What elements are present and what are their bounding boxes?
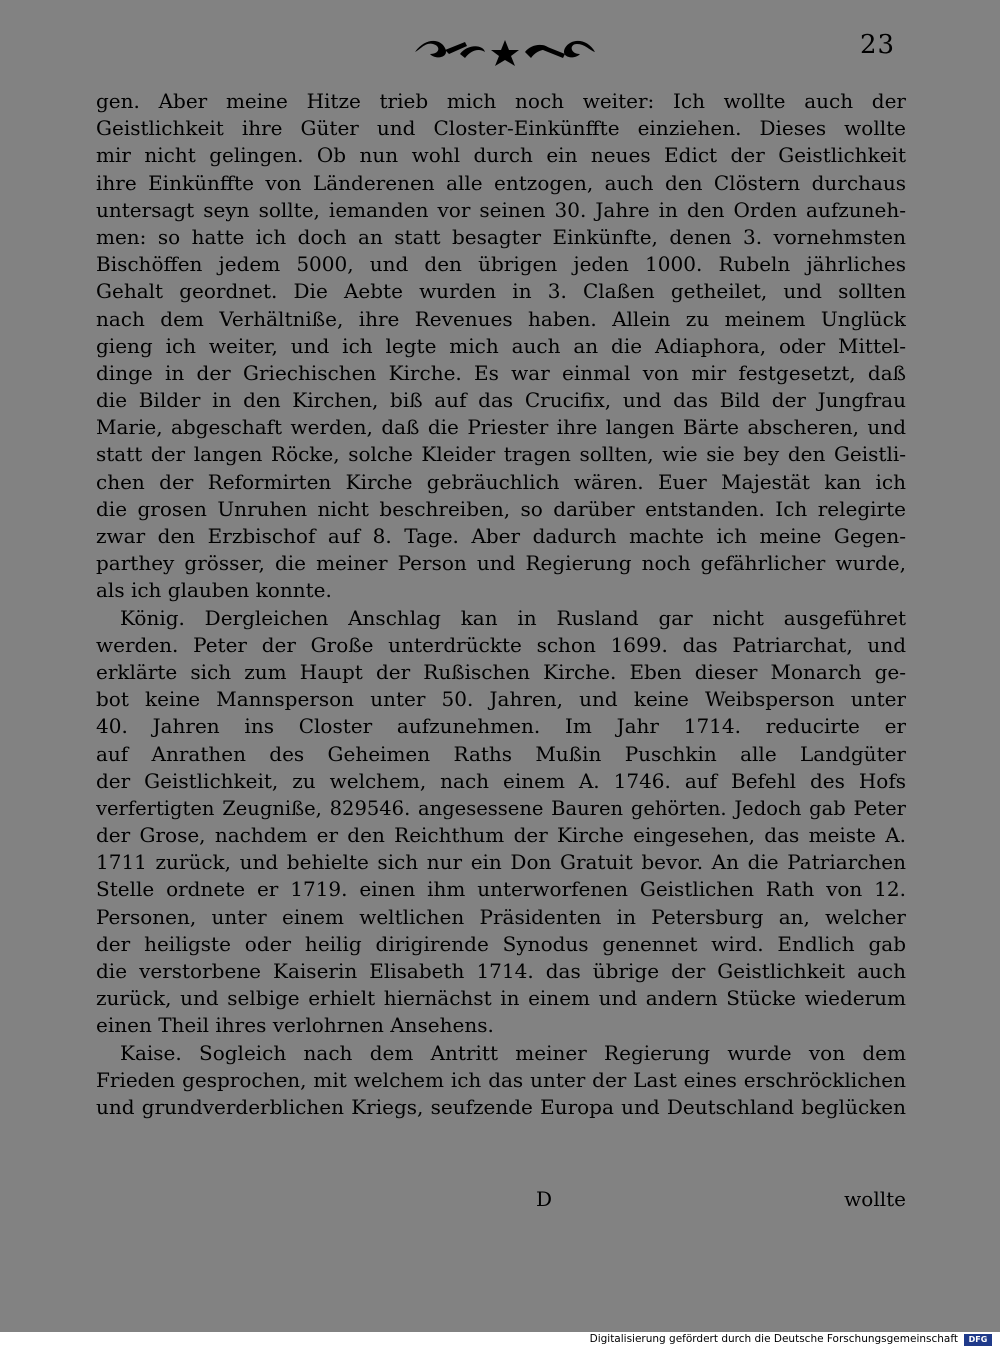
credit-footer: [0, 1332, 1000, 1349]
text-line: Bischöffen jedem 5000, und den übrigen jeden 1000. Rubeln jährliches: [96, 252, 906, 277]
text-line: dinge in der Griechischen Kirche. Es war einmal von mir festgesetzt, daß: [96, 360, 906, 385]
text-line: parthey grösser, die meiner Person und Regierung noch gefährlicher wurde,: [96, 551, 906, 576]
text-line: die verstorbene Kaiserin Elisabeth 1714. das übrige der Geistlichkeit auch: [96, 959, 906, 983]
text-line-speaker-kaiser: Kaise. Sogleich nach dem Antritt meiner Regierung wurde von dem: [120, 1040, 906, 1065]
catchword: wollte: [844, 1187, 906, 1211]
text-line: der Geistlichkeit, zu welchem, nach einem A. 1746. auf Befehl des Hofs: [96, 768, 906, 793]
page-number: 23: [860, 30, 896, 60]
text-line: als ich glauben konnte.: [96, 578, 332, 603]
page-foot: [96, 1186, 906, 1213]
text-line: die Bilder in den Kirchen, biß auf das Crucifix, und das Bild der Jungfrau: [96, 388, 906, 413]
ornament-icon: [405, 30, 605, 70]
text-line-speaker-koenig: König. Dergleichen Anschlag kan in Rusland gar nicht ausgeführet: [120, 605, 906, 630]
text-line: erklärte sich zum Haupt der Rußischen Kirche. Eben dieser Monarch ge-: [96, 659, 906, 684]
text-line: Frieden gesprochen, mit welchem ich das unter der Last eines erschröcklichen: [96, 1067, 906, 1092]
text-line: werden. Peter der Große unterdrückte schon 1699. das Patriarchat, und: [96, 632, 906, 657]
text-line: der heiligste oder heilig dirigirende Synodus genennet wird. Endlich gab: [96, 931, 906, 956]
funding-credit: Digitalisierung gefördert durch die Deutsche Forschungsgemeinschaft: [589, 1333, 958, 1345]
page-header: [0, 30, 1000, 70]
text-line: Marie, abgeschaft werden, daß die Priester ihre langen Bärte abscheren, und: [96, 415, 906, 440]
text-line: gen. Aber meine Hitze trieb mich noch weiter: Ich wollte auch der: [96, 89, 906, 113]
text-line: men: so hatte ich doch an statt besagter Einkünfte, denen 3. vornehmsten: [96, 224, 906, 249]
text-line: die grosen Unruhen nicht beschreiben, so darüber entstanden. Ich relegirte: [96, 496, 906, 521]
text-line: mir nicht gelingen. Ob nun wohl durch ein neues Edict der Geistlichkeit: [96, 143, 906, 168]
text-line: zwar den Erzbischof auf 8. Tage. Aber dadurch machte ich meine Gegen-: [96, 524, 906, 548]
text-line: 40. Jahren ins Closter aufzunehmen. Im Jahr 1714. reducirte er: [96, 714, 906, 739]
text-line: untersagt seyn sollte, iemanden vor seinen 30. Jahre in den Orden aufzuneh-: [96, 197, 906, 222]
text-line: Geistlichkeit ihre Güter und Closter-Einkünffte einziehen. Dieses wollte: [96, 116, 906, 141]
text-line: auf Anrathen des Geheimen Raths Mußin Puschkin alle Landgüter: [96, 741, 906, 766]
text-line: chen der Reformirten Kirche gebräuchlich wären. Euer Majestät kan ich: [96, 469, 906, 494]
text-line: Personen, unter einem weltlichen Präsidenten in Petersburg an, welcher: [96, 904, 906, 929]
signature-mark: D: [536, 1187, 553, 1211]
text-line: der Grose, nachdem er den Reichthum der Kirche eingesehen, das meiste A.: [96, 823, 906, 848]
main-text: [96, 88, 906, 1211]
text-line: 1711 zurück, und behielte sich nur ein Don Gratuit bevor. An die Patriarchen: [96, 850, 906, 875]
text-line: einen Theil ihres verlohrnen Ansehens.: [96, 1013, 494, 1038]
text-line: Stelle ordnete er 1719. einen ihm unterworfenen Geistlichen Rath von 12.: [96, 877, 906, 902]
text-line: bot keine Mannsperson unter 50. Jahren, und keine Weibsperson unter: [96, 687, 906, 712]
text-line: nach dem Verhältniße, ihre Revenues haben. Allein zu meinem Unglück: [96, 306, 906, 331]
text-line: statt der langen Röcke, solche Kleider tragen sollten, wie sie bey den Geistli-: [96, 442, 906, 467]
text-line: und grundverderblichen Kriegs, seufzende Europa und Deutschland beglücken: [96, 1094, 906, 1119]
dfg-logo: DFG: [964, 1334, 992, 1346]
text-line: verfertigten Zeugniße, 829546. angesessene Bauren gehörten. Jedoch gab Peter: [96, 796, 906, 820]
text-line: Gehalt geordnet. Die Aebte wurden in 3. Claßen getheilet, und sollten: [96, 279, 906, 304]
text-line: gieng ich weiter, und ich legte mich auch an die Adiaphora, oder Mittel-: [96, 333, 906, 358]
text-line: zurück, und selbige erhielt hiernächst in einem und andern Stücke wiederum: [96, 986, 906, 1011]
text-line: ihre Einkünffte von Länderenen alle entzogen, auch den Clöstern durchaus: [96, 170, 906, 195]
